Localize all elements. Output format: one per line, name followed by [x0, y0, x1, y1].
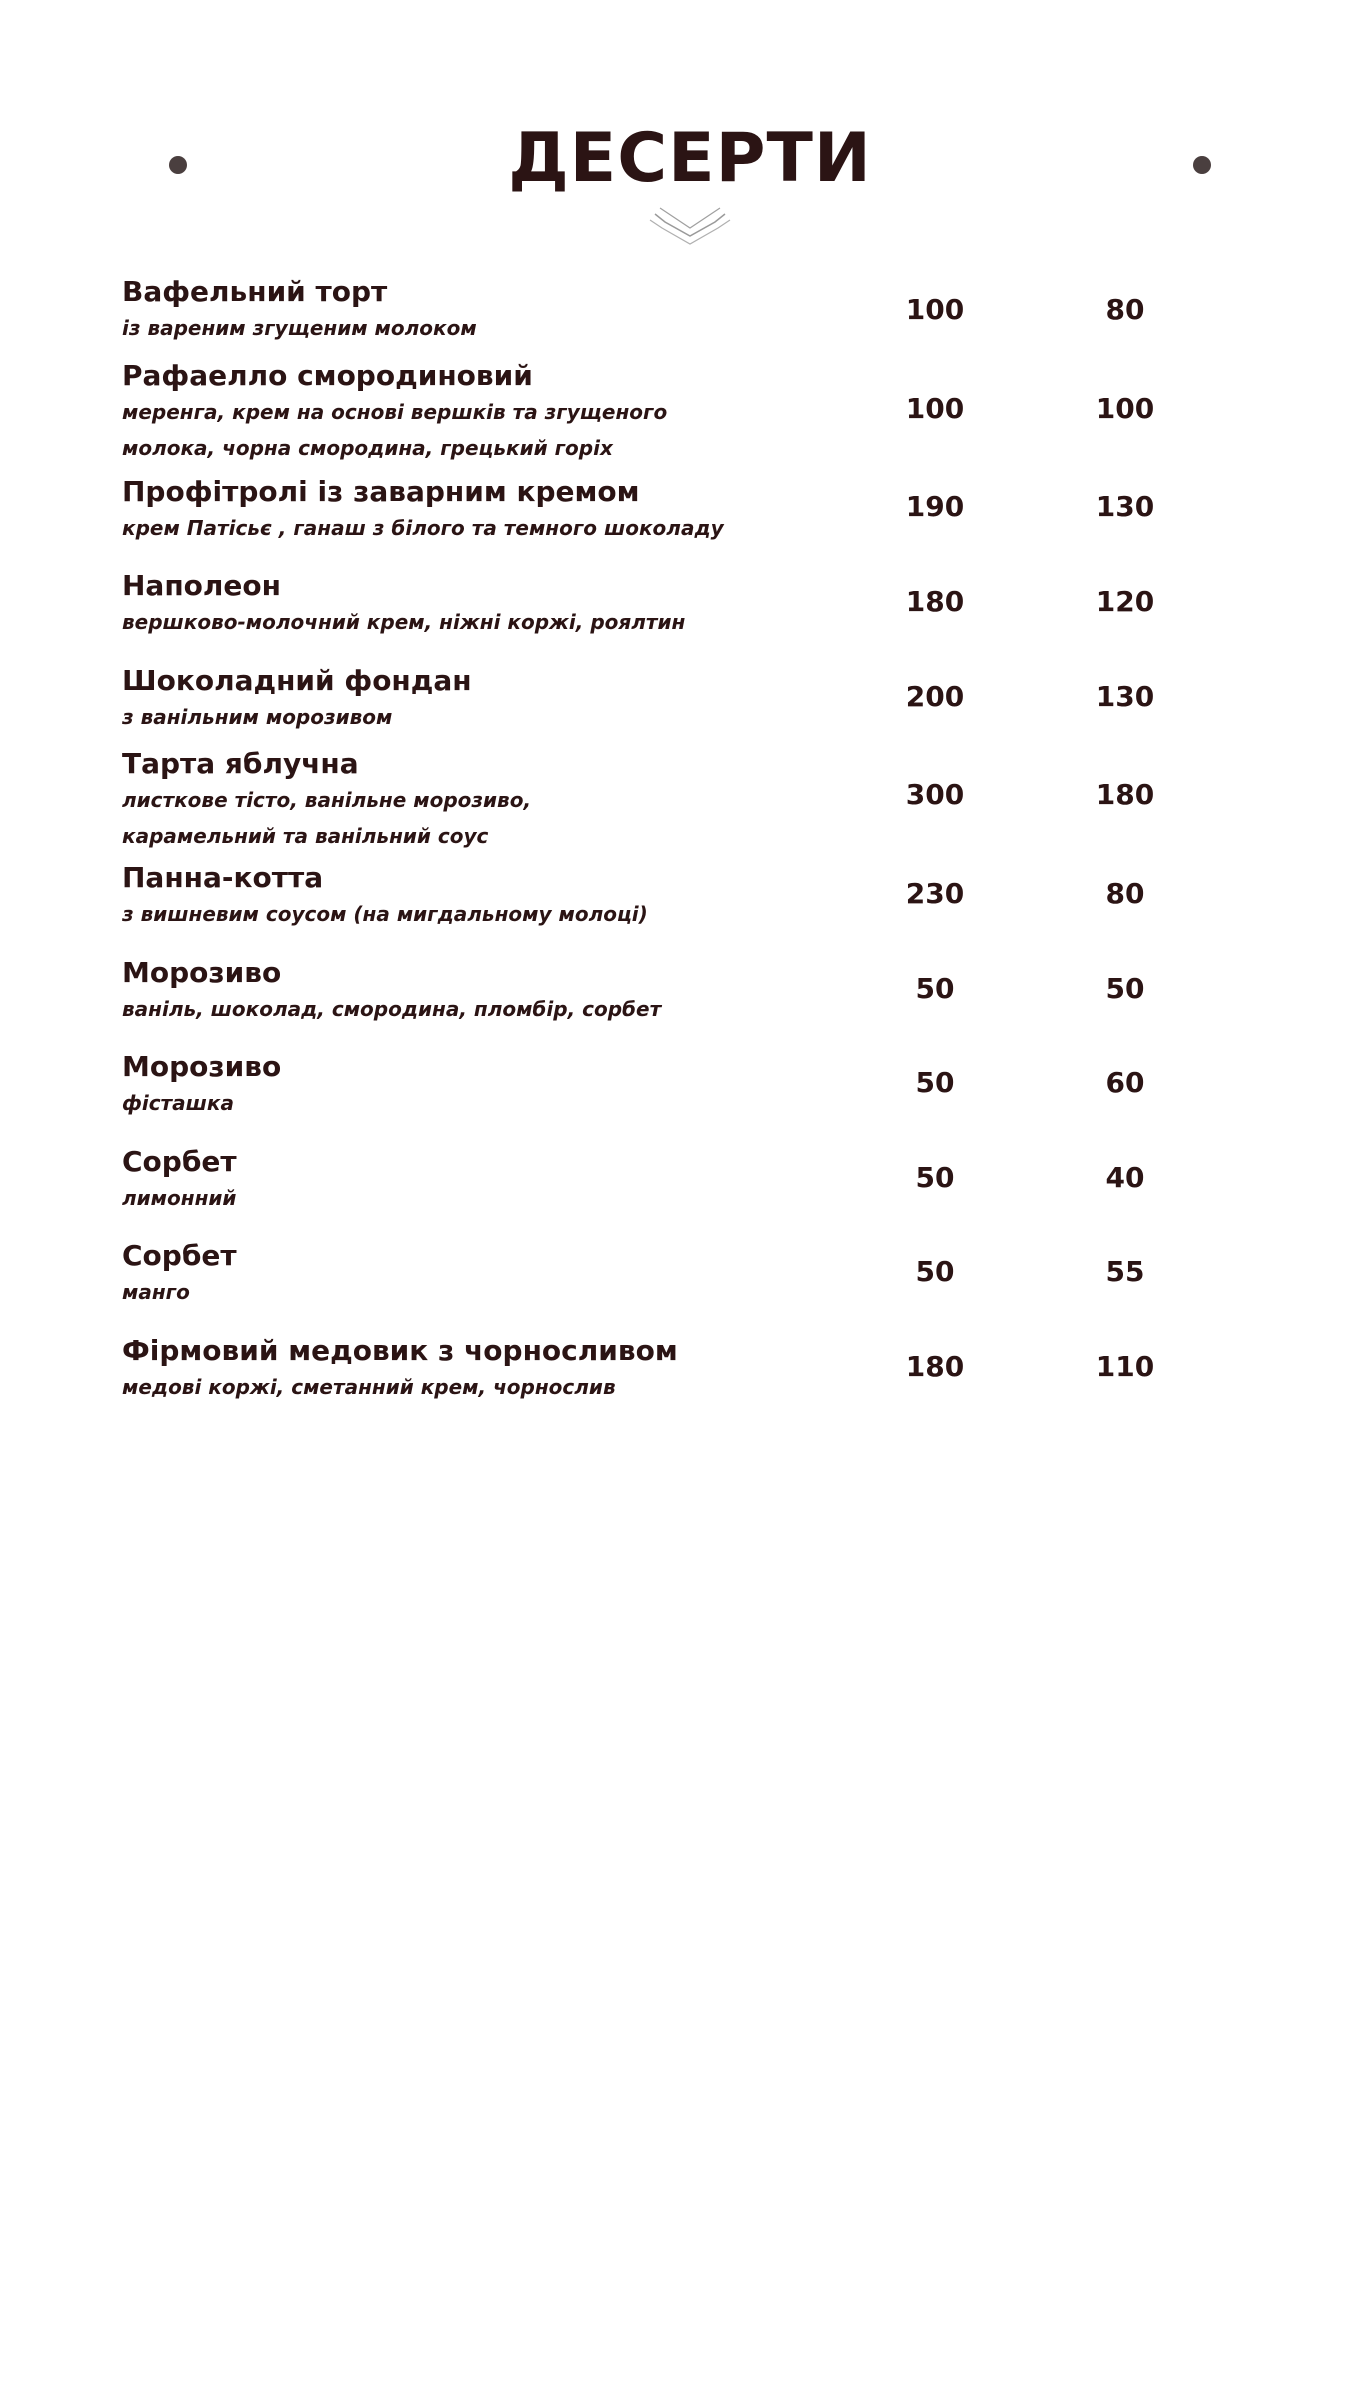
item-price: 100 — [1095, 392, 1155, 425]
item-weight: 100 — [905, 392, 965, 425]
item-price: 130 — [1095, 490, 1155, 523]
item-description: фісташка — [122, 1091, 234, 1115]
item-description: манго — [122, 1280, 190, 1304]
item-description: меренга, крем на основі вершків та згущеного молока, чорна смородина, грецький горіх — [122, 400, 668, 460]
item-weight: 50 — [915, 1255, 955, 1288]
item-weight: 50 — [915, 1161, 955, 1194]
item-price: 50 — [1105, 972, 1145, 1005]
item-weight: 180 — [905, 585, 965, 618]
item-name: Морозиво — [122, 956, 282, 989]
item-description: медові коржі, сметанний крем, чорнослив — [122, 1375, 616, 1399]
item-price: 80 — [1105, 877, 1145, 910]
item-description: з вишневим соусом (на мигдальному молоці) — [122, 902, 648, 926]
item-description: із вареним згущеним молоком — [122, 316, 477, 340]
item-name: Профітролі із заварним кремом — [122, 475, 640, 508]
page-title: ДЕСЕРТИ — [508, 119, 872, 198]
item-name: Шоколадний фондан — [122, 664, 472, 697]
item-weight: 100 — [905, 293, 965, 326]
item-description: лимонний — [122, 1186, 237, 1210]
item-weight: 180 — [905, 1350, 965, 1383]
item-price: 60 — [1105, 1066, 1145, 1099]
item-weight: 300 — [905, 778, 965, 811]
item-name: Рафаелло смородиновий — [122, 359, 533, 392]
item-name: Наполеон — [122, 569, 281, 602]
item-name: Панна-котта — [122, 861, 324, 894]
item-price: 130 — [1095, 680, 1155, 713]
item-name: Фірмовий медовик з чорносливом — [122, 1334, 678, 1367]
item-price: 40 — [1105, 1161, 1145, 1194]
item-description: вершково-молочний крем, ніжні коржі, роялтин — [122, 610, 686, 634]
item-description: листкове тісто, ванільне морозиво, карамельний та ванільний соус — [122, 788, 532, 848]
item-name: Вафельний торт — [122, 275, 388, 308]
item-weight: 200 — [905, 680, 965, 713]
item-weight: 190 — [905, 490, 965, 523]
item-description: крем Патісьє , ганаш з білого та темного шоколаду — [122, 516, 724, 540]
item-name: Сорбет — [122, 1239, 237, 1272]
item-price: 80 — [1105, 293, 1145, 326]
item-price: 110 — [1095, 1350, 1155, 1383]
item-name: Сорбет — [122, 1145, 237, 1178]
item-weight: 50 — [915, 1066, 955, 1099]
item-price: 180 — [1095, 778, 1155, 811]
item-description: з ванільним морозивом — [122, 705, 393, 729]
item-name: Тарта яблучна — [122, 747, 359, 780]
item-price: 120 — [1095, 585, 1155, 618]
item-weight: 230 — [905, 877, 965, 910]
item-weight: 50 — [915, 972, 955, 1005]
item-price: 55 — [1105, 1255, 1145, 1288]
item-description: ваніль, шоколад, смородина, пломбір, сорбет — [122, 997, 662, 1021]
item-name: Морозиво — [122, 1050, 282, 1083]
